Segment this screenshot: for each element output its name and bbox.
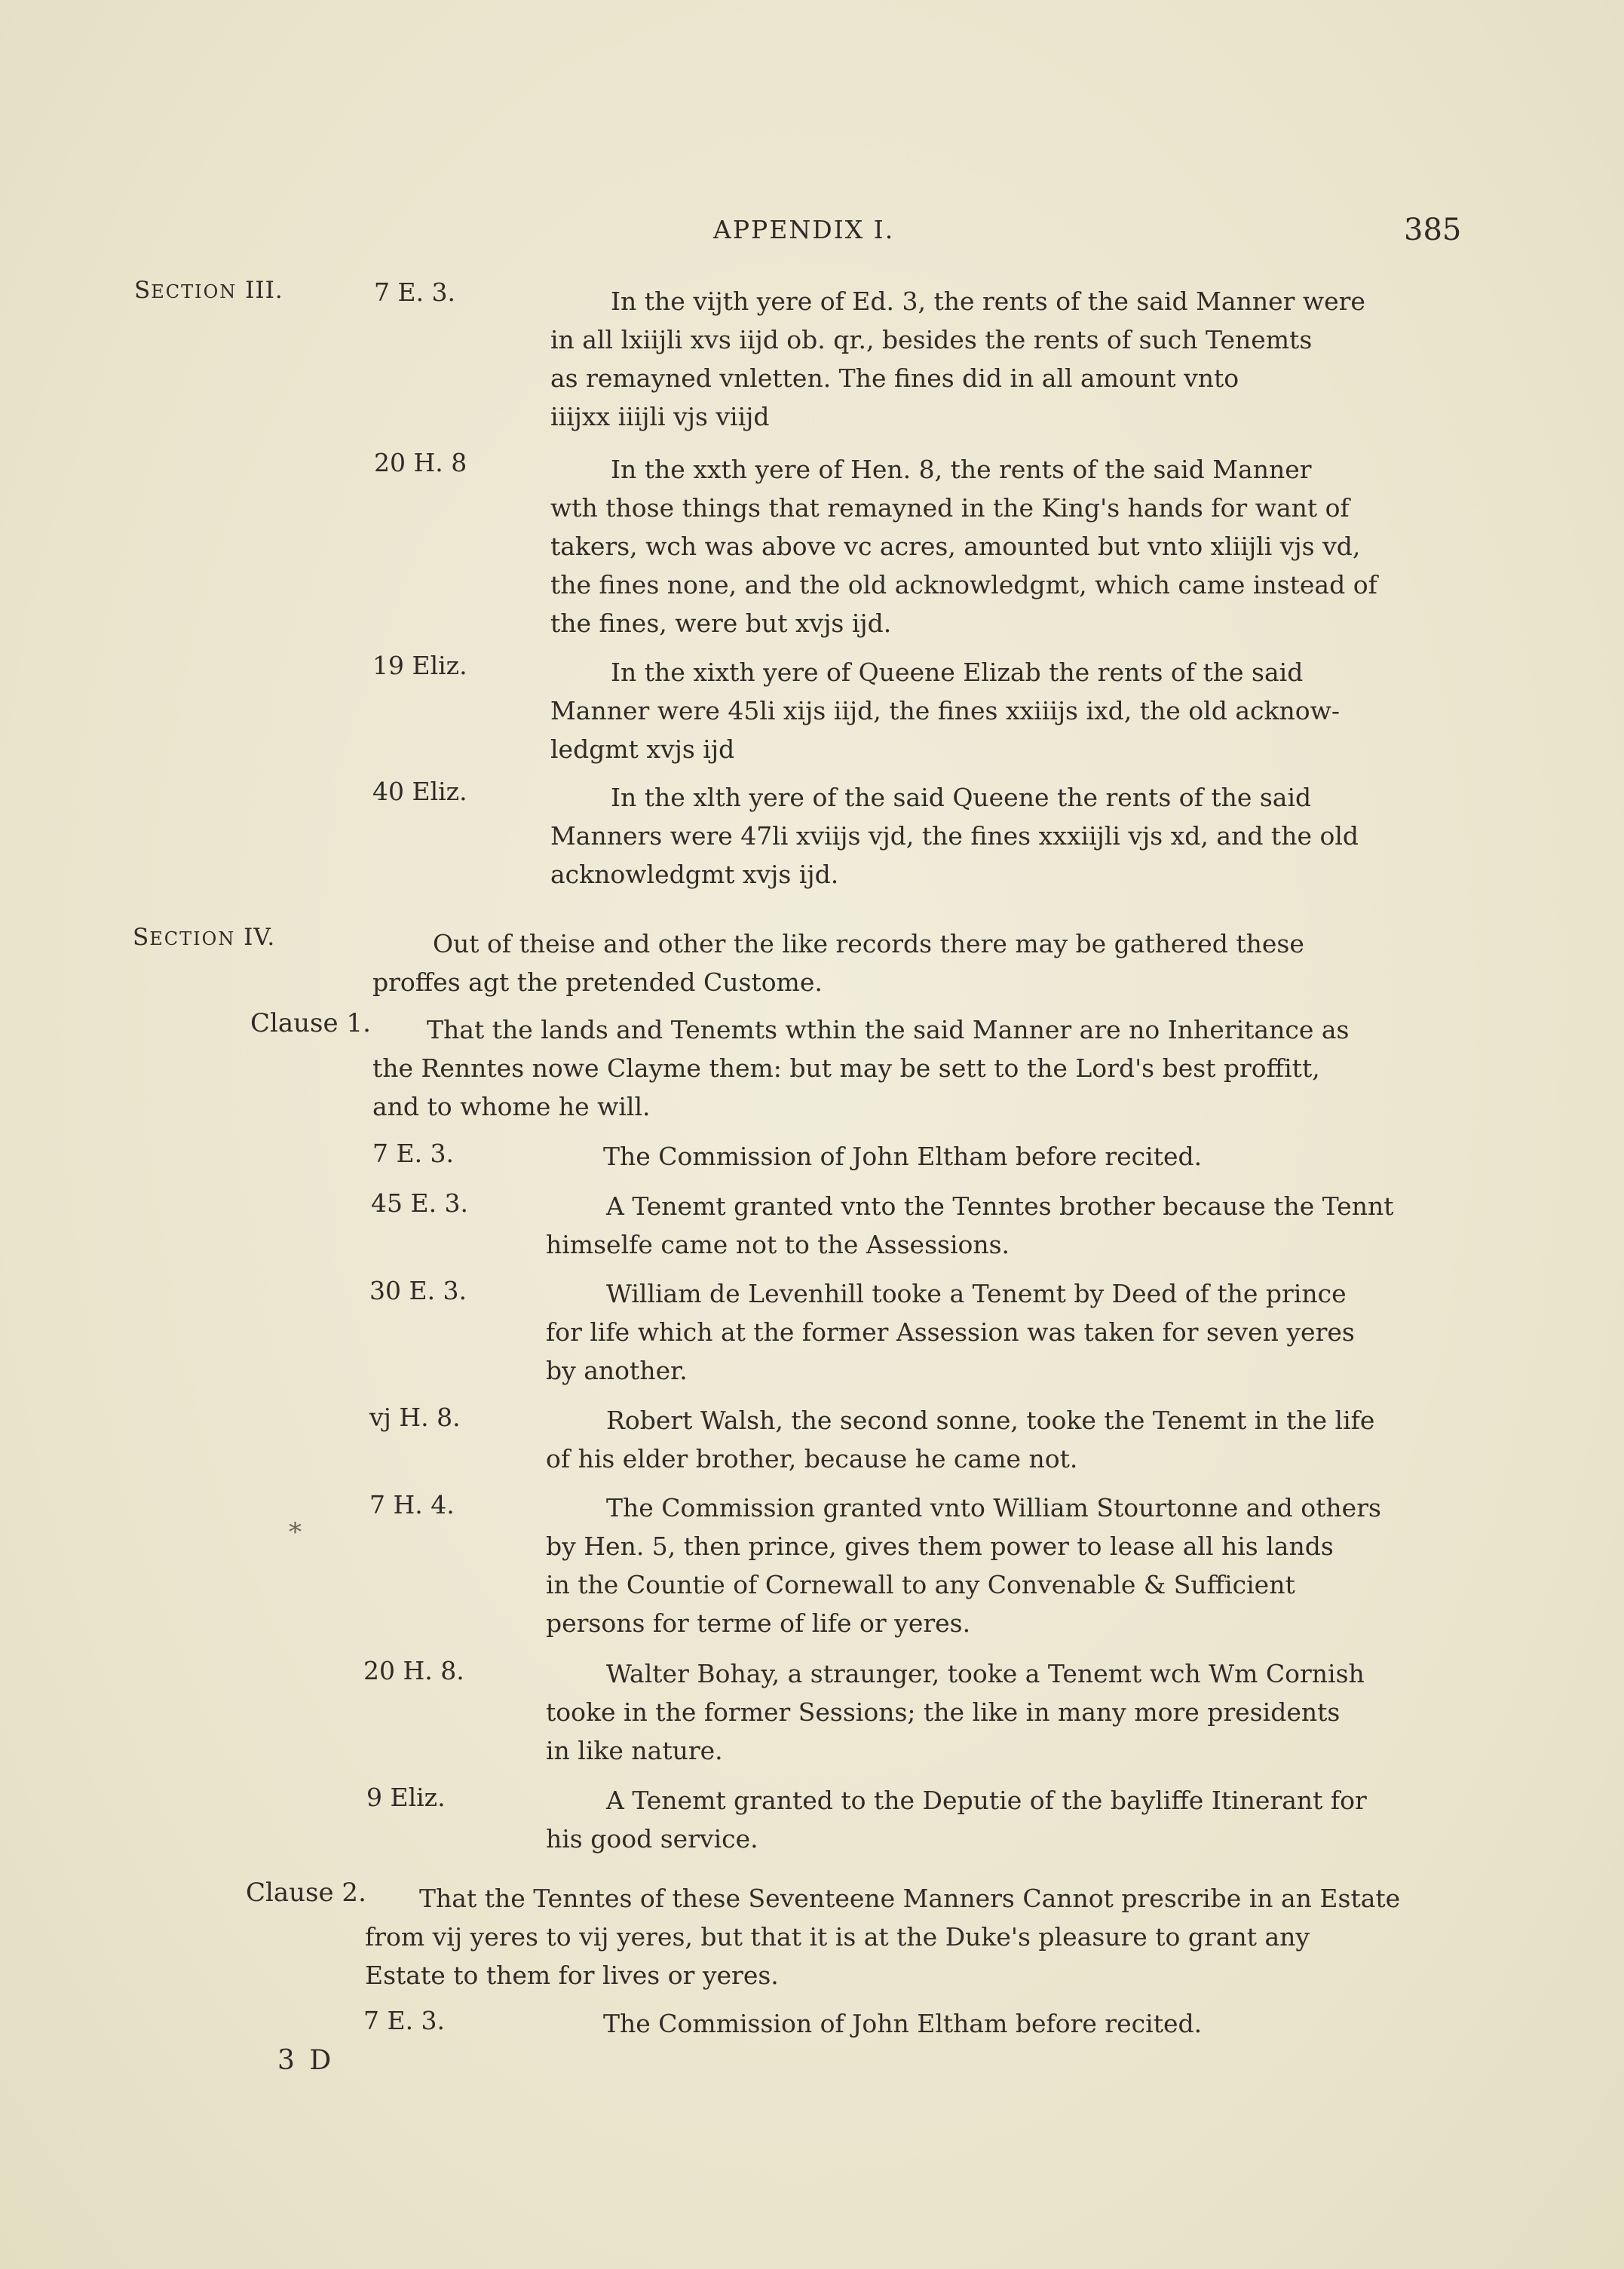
- ref-20-h-8: 20 H. 8: [374, 448, 467, 477]
- clause-1-entry-7: A Tenemt granted to the Deputie of the bayliffe Itinerant for his good service.: [546, 1786, 1367, 1854]
- signature-mark: 3 D: [277, 2045, 335, 2076]
- section-3-entry-1: In the vijth yere of Ed. 3, the rents of the said Manner were in all lxiijli xvs iijd ob. qr., besides the rents of such Tenemts as remayned vnletten. The fines did in all amount vnto iiijxx iiijli vjs viijd: [550, 287, 1365, 431]
- ref-9-eliz: 9 Eliz.: [366, 1783, 446, 1812]
- clause-1-entry-6: Walter Bohay, a straunger, tooke a Tenemt wch Wm Cornish tooke in the former Sessions; the like in many more presidents in like nature.: [546, 1659, 1365, 1765]
- page-number: 385: [1404, 213, 1462, 247]
- clause-1-text: That the lands and Tenemts wthin the said Manner are no Inheritance as the Renntes nowe Clayme them: but may be sett to the Lord's best proffitt, and to whome he will.: [372, 1015, 1350, 1121]
- clause-2-label: Clause 2.: [246, 1878, 366, 1908]
- ref-19-eliz: 19 Eliz.: [372, 651, 467, 680]
- clause-2-entry-1: The Commission of John Eltham before recited.: [603, 2009, 1203, 2038]
- running-header: APPENDIX I.: [713, 215, 895, 244]
- margin-mark: *: [289, 1517, 302, 1547]
- section-3-label: SECTION III.: [134, 277, 283, 304]
- clause-1-entry-3: William de Levenhill tooke a Tenemt by Deed of the prince for life which at the former Assession was taken for seven yeres by another.: [546, 1279, 1355, 1385]
- clause-2-text: That the Tenntes of these Seventeene Manners Cannot prescribe in an Estate from vij yeres to vij yeres, but that it is at the Duke's pleasure to grant any Estate to them for lives or yeres.: [365, 1884, 1401, 1990]
- ref-30-e-3: 30 E. 3.: [369, 1276, 467, 1305]
- ref-clause2-7-e-3: 7 E. 3.: [363, 2006, 446, 2035]
- ref-7-e-3: 7 E. 3.: [374, 277, 456, 307]
- clause-1-entry-2: A Tenemt granted vnto the Tenntes brother because the Tennt himselfe came not to the Assessions.: [546, 1191, 1394, 1259]
- section-3-entry-4: In the xlth yere of the said Queene the rents of the said Manners were 47li xviijs vjd, the fines xxxiijli vjs xd, and the old acknowledgmt xvjs ijd.: [550, 783, 1359, 889]
- ref-vj-h-8: vj H. 8.: [369, 1403, 461, 1432]
- clause-1-entry-4: Robert Walsh, the second sonne, tooke the Tenemt in the life of his elder brother, because he came not.: [546, 1406, 1375, 1473]
- ref-40-eliz: 40 Eliz.: [372, 777, 467, 806]
- ref-clause1-7-e-3: 7 E. 3.: [372, 1139, 455, 1168]
- ref-20-h-8-b: 20 H. 8.: [363, 1656, 464, 1685]
- ref-45-e-3: 45 E. 3.: [371, 1188, 469, 1218]
- clause-1-entry-5: The Commission granted vnto William Stourtonne and others by Hen. 5, then prince, gives them power to lease all his lands in the Countie of Cornewall to any Convenable & Sufficient persons for terme of life or yeres.: [546, 1493, 1381, 1638]
- clause-1-entry-1: The Commission of John Eltham before recited.: [603, 1142, 1203, 1171]
- section-4-intro: Out of theise and other the like records there may be gathered these proffes agt the pretended Custome.: [372, 929, 1304, 997]
- clause-1-label: Clause 1.: [250, 1008, 371, 1038]
- ref-7-h-4: 7 H. 4.: [369, 1490, 455, 1519]
- section-3-entry-2: In the xxth yere of Hen. 8, the rents of the said Manner wth those things that remayned in the King's hands for want of takers, wch was above vc acres, amounted but vnto xliijli vjs vd, the fines none, and the old acknowledgmt, which came instead of the fines, were but xvjs ijd.: [550, 455, 1377, 638]
- section-3-entry-3: In the xixth yere of Queene Elizab the rents of the said Manner were 45li xijs iijd, the fines xxiiijs ixd, the old acknow- ledgmt xvjs ijd: [550, 658, 1340, 764]
- section-4-label: SECTION IV.: [133, 924, 276, 951]
